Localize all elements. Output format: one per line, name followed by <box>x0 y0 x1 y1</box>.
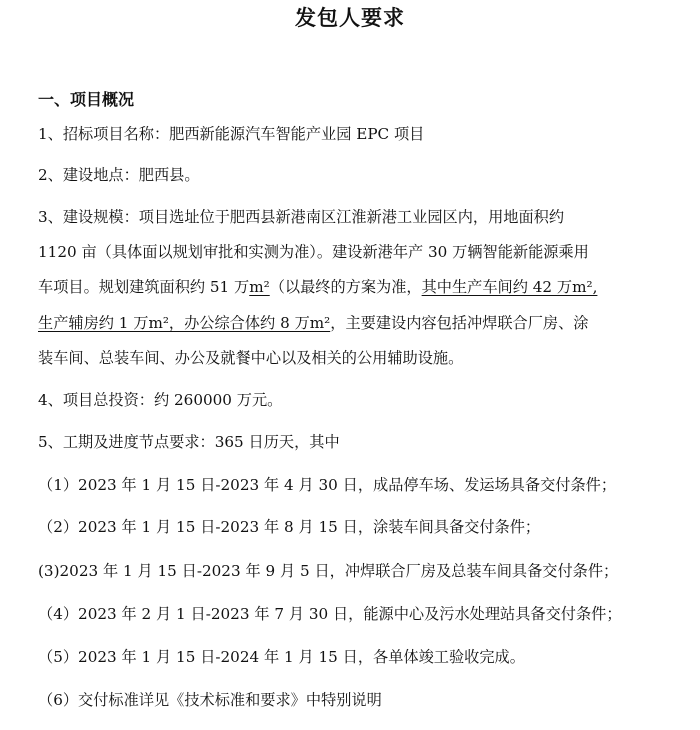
item-scale-line-3 <box>38 277 597 297</box>
area-unit: m² <box>249 278 270 296</box>
document-title: 发包人要求 <box>295 5 405 30</box>
item-scale-line-5: 装车间、总装车间、办公及就餐中心以及相关的公用辅助设施。 <box>38 349 464 367</box>
schedule-node-2: （2）2023 年 1 月 15 日-2023 年 8 月 15 日，涂装车间具备交付条件； <box>38 518 541 536</box>
section-heading: 一、项目概况 <box>38 90 135 109</box>
schedule-node-3: (3)2023 年 1 月 15 日-2023 年 9 月 5 日，冲焊联合厂房及总装车间具备交付条件； <box>38 562 619 580</box>
scale-text-a: 车项目。规划建筑面积约 51 万 <box>38 278 250 296</box>
underlined-area-production: 其中生产车间约 42 万m², <box>421 278 598 296</box>
item-scale-line-1: 3、建设规模：项目选址位于肥西县新港南区江淮新港工业园区内，用地面积约 <box>38 208 565 226</box>
schedule-node-1: （1）2023 年 1 月 15 日-2023 年 4 月 30 日，成品停车场、发运场具备交付条件； <box>38 476 617 494</box>
item-project-name: 1、招标项目名称：肥西新能源汽车智能产业园 EPC 项目 <box>38 125 425 143</box>
schedule-node-5: （5）2023 年 1 月 15 日-2024 年 1 月 15 日，各单体竣工验收完成。 <box>38 648 525 666</box>
item-schedule: 5、工期及进度节点要求：365 日历天，其中 <box>38 433 340 451</box>
scale-text-c: ，主要建设内容包括冲焊联合厂房、涂 <box>330 314 589 332</box>
item-investment: 4、项目总投资：约 260000 万元。 <box>38 391 283 409</box>
schedule-node-6: （6）交付标准详见《技术标准和要求》中特别说明 <box>38 691 382 709</box>
item-scale-line-2: 1120 亩（具体面以规划审批和实测为准）。建设新港年产 30 万辆智能新能源乘用 <box>38 243 589 261</box>
underlined-area-auxiliary: 生产辅房约 1 万m²，办公综合体约 8 万m² <box>38 314 331 332</box>
schedule-node-4: （4）2023 年 2 月 1 日-2023 年 7 月 30 日，能源中心及污水处理站具备交付条件； <box>38 605 622 623</box>
item-scale-line-4 <box>38 313 588 333</box>
item-location: 2、建设地点：肥西县。 <box>38 166 200 184</box>
scale-text-b: （以最终的方案为准， <box>269 278 422 296</box>
